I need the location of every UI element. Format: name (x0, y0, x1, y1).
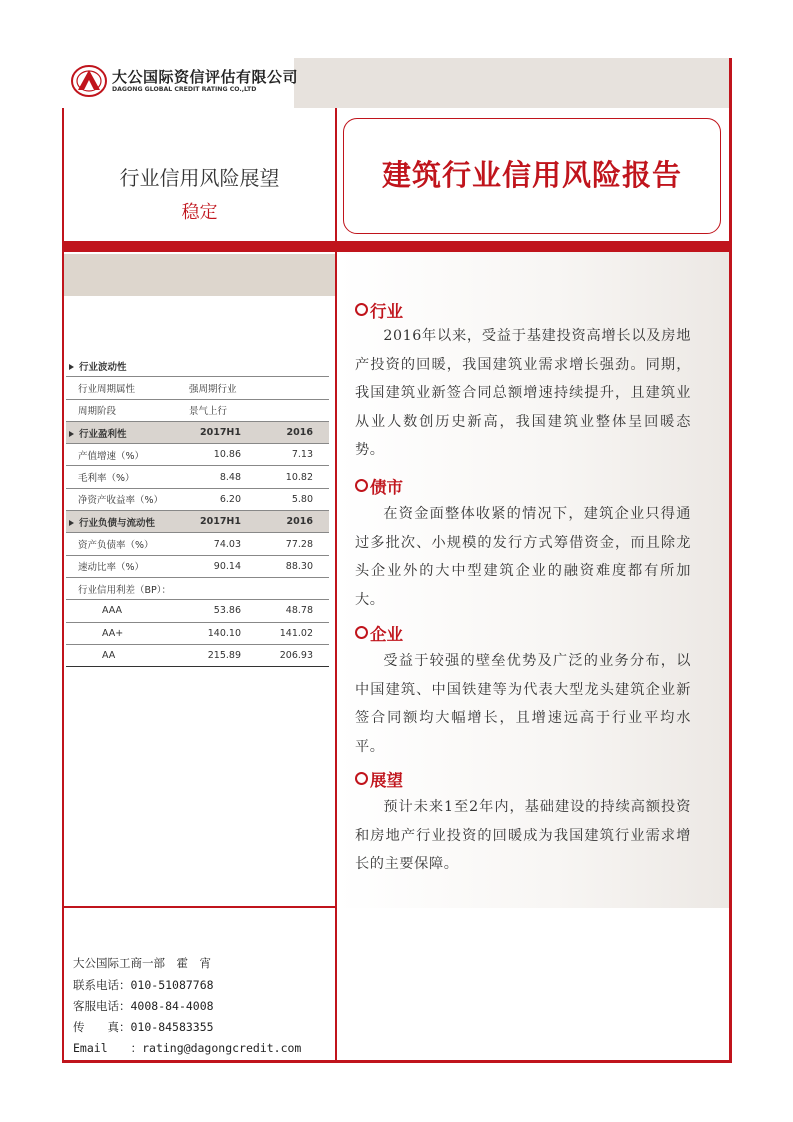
row-value: 74.03 (175, 533, 255, 555)
ring-bullet-icon (355, 479, 368, 492)
report-title: 建筑行业信用风险报告 (381, 158, 682, 192)
table-group-header (66, 511, 329, 533)
row-value: 7.13 (255, 444, 329, 466)
sidebar-header-band (64, 254, 335, 296)
table-row (66, 577, 329, 599)
table-row (66, 555, 329, 577)
table-row (66, 533, 329, 555)
section-heading-outlook: 展望 (355, 767, 403, 791)
row-value: 206.93 (255, 644, 329, 666)
arrow-icon (69, 520, 74, 526)
row-value: 10.86 (175, 444, 255, 466)
row-value: 90.14 (175, 555, 255, 577)
table-row (66, 600, 329, 622)
row-value: 53.86 (175, 600, 255, 622)
col-header (175, 355, 255, 377)
col-header: 2016 (255, 421, 329, 443)
row-value: 88.30 (255, 555, 329, 577)
col-header: 2017H1 (175, 511, 255, 533)
contact-service-phone: 客服电话：4008-84-4008 (73, 999, 214, 1013)
table-group-header (66, 421, 329, 443)
report-title-box (343, 118, 721, 234)
ring-bullet-icon (355, 303, 368, 316)
table-row (66, 399, 329, 421)
outlook-block (64, 110, 335, 241)
logo-chinese-name: 大公国际资信评估有限公司 (112, 68, 299, 86)
table-row (66, 488, 329, 510)
table-row (66, 444, 329, 466)
logo-english-name: DAGONG GLOBAL CREDIT RATING CO.,LTD (112, 86, 257, 93)
outlook-value: 稳定 (181, 202, 218, 223)
frame-right-rule (729, 58, 732, 1063)
table-group-header (66, 355, 329, 377)
frame-bottom-rule (62, 1060, 732, 1063)
col-header: 2017H1 (175, 421, 255, 443)
logo-mark-icon (70, 64, 108, 98)
contact-fax: 传 真：010-84583355 (73, 1020, 214, 1034)
row-value: 强周期行业 (175, 377, 329, 399)
col-header (255, 355, 329, 377)
company-logo (70, 64, 300, 100)
row-value: 景气上行 (175, 399, 329, 421)
group-title: 行业盈利性 (79, 428, 127, 440)
frame-divider-top (62, 241, 732, 252)
row-label: AA+ (66, 622, 175, 644)
contact-department: 大公国际工商一部 霍 宵 (73, 956, 211, 970)
ring-bullet-icon (355, 772, 368, 785)
table-row (66, 622, 329, 644)
frame-divider-sidebar (62, 906, 337, 908)
row-label: 周期阶段 (66, 399, 175, 421)
row-value: 140.10 (175, 622, 255, 644)
row-label: 毛利率（%） (66, 466, 175, 488)
arrow-icon (69, 364, 74, 370)
row-value: 77.28 (255, 533, 329, 555)
industry-indicator-table (66, 355, 329, 667)
section-text-bond-market: 在资金面整体收紧的情况下，建筑企业只得通过多批次、小规模的发行方式筹借资金，而且除龙头企业外的大中型建筑企业的融资难度都有所加大。 (355, 506, 691, 608)
contact-phone: 联系电话：010-51087768 (73, 978, 214, 992)
section-heading-industry: 行业 (355, 298, 403, 322)
section-text-industry: 2016年以来，受益于基建投资高增长以及房地产投资的回暖，我国建筑业需求增长强劲。同期，我国建筑业新签合同总额增速持续提升，且建筑业从业人数创历史新高，我国建筑业整体呈回暖态势。 (355, 328, 691, 458)
row-value: 6.20 (175, 488, 255, 510)
section-text-enterprise: 受益于较强的壁垒优势及广泛的业务分布，以中国建筑、中国铁建等为代表大型龙头建筑企业新签合同额均大幅增长，且增速远高于行业平均水平。 (355, 653, 691, 755)
row-value: 10.82 (255, 466, 329, 488)
table-row (66, 466, 329, 488)
row-label: 行业信用利差（BP）： (66, 577, 329, 599)
row-value: 141.02 (255, 622, 329, 644)
table-row (66, 377, 329, 399)
section-text-outlook: 预计未来1至2年内，基础建设的持续高额投资和房地产行业投资的回暖成为我国建筑行业需求增长的主要保障。 (355, 799, 691, 872)
section-heading-enterprise: 企业 (355, 621, 403, 645)
row-value: 8.48 (175, 466, 255, 488)
outlook-title: 行业信用风险展望 (119, 166, 280, 190)
row-label: 产值增速（%） (66, 444, 175, 466)
row-value: 48.78 (255, 600, 329, 622)
ring-bullet-icon (355, 626, 368, 639)
row-label: AAA (66, 600, 175, 622)
row-label: 净资产收益率（%） (66, 488, 175, 510)
contact-email[interactable]: Email ：rating@dagongcredit.com (73, 1041, 302, 1055)
row-value: 215.89 (175, 644, 255, 666)
section-heading-bond-market: 债市 (355, 474, 403, 498)
row-label: 资产负债率（%） (66, 533, 175, 555)
group-title: 行业波动性 (79, 361, 127, 373)
table-row (66, 644, 329, 666)
row-label: AA (66, 644, 175, 666)
row-label: 行业周期属性 (66, 377, 175, 399)
col-header: 2016 (255, 511, 329, 533)
header-band (294, 58, 730, 108)
row-value: 5.80 (255, 488, 329, 510)
arrow-icon (69, 431, 74, 437)
row-label: 速动比率（%） (66, 555, 175, 577)
group-title: 行业负债与流动性 (79, 517, 156, 529)
